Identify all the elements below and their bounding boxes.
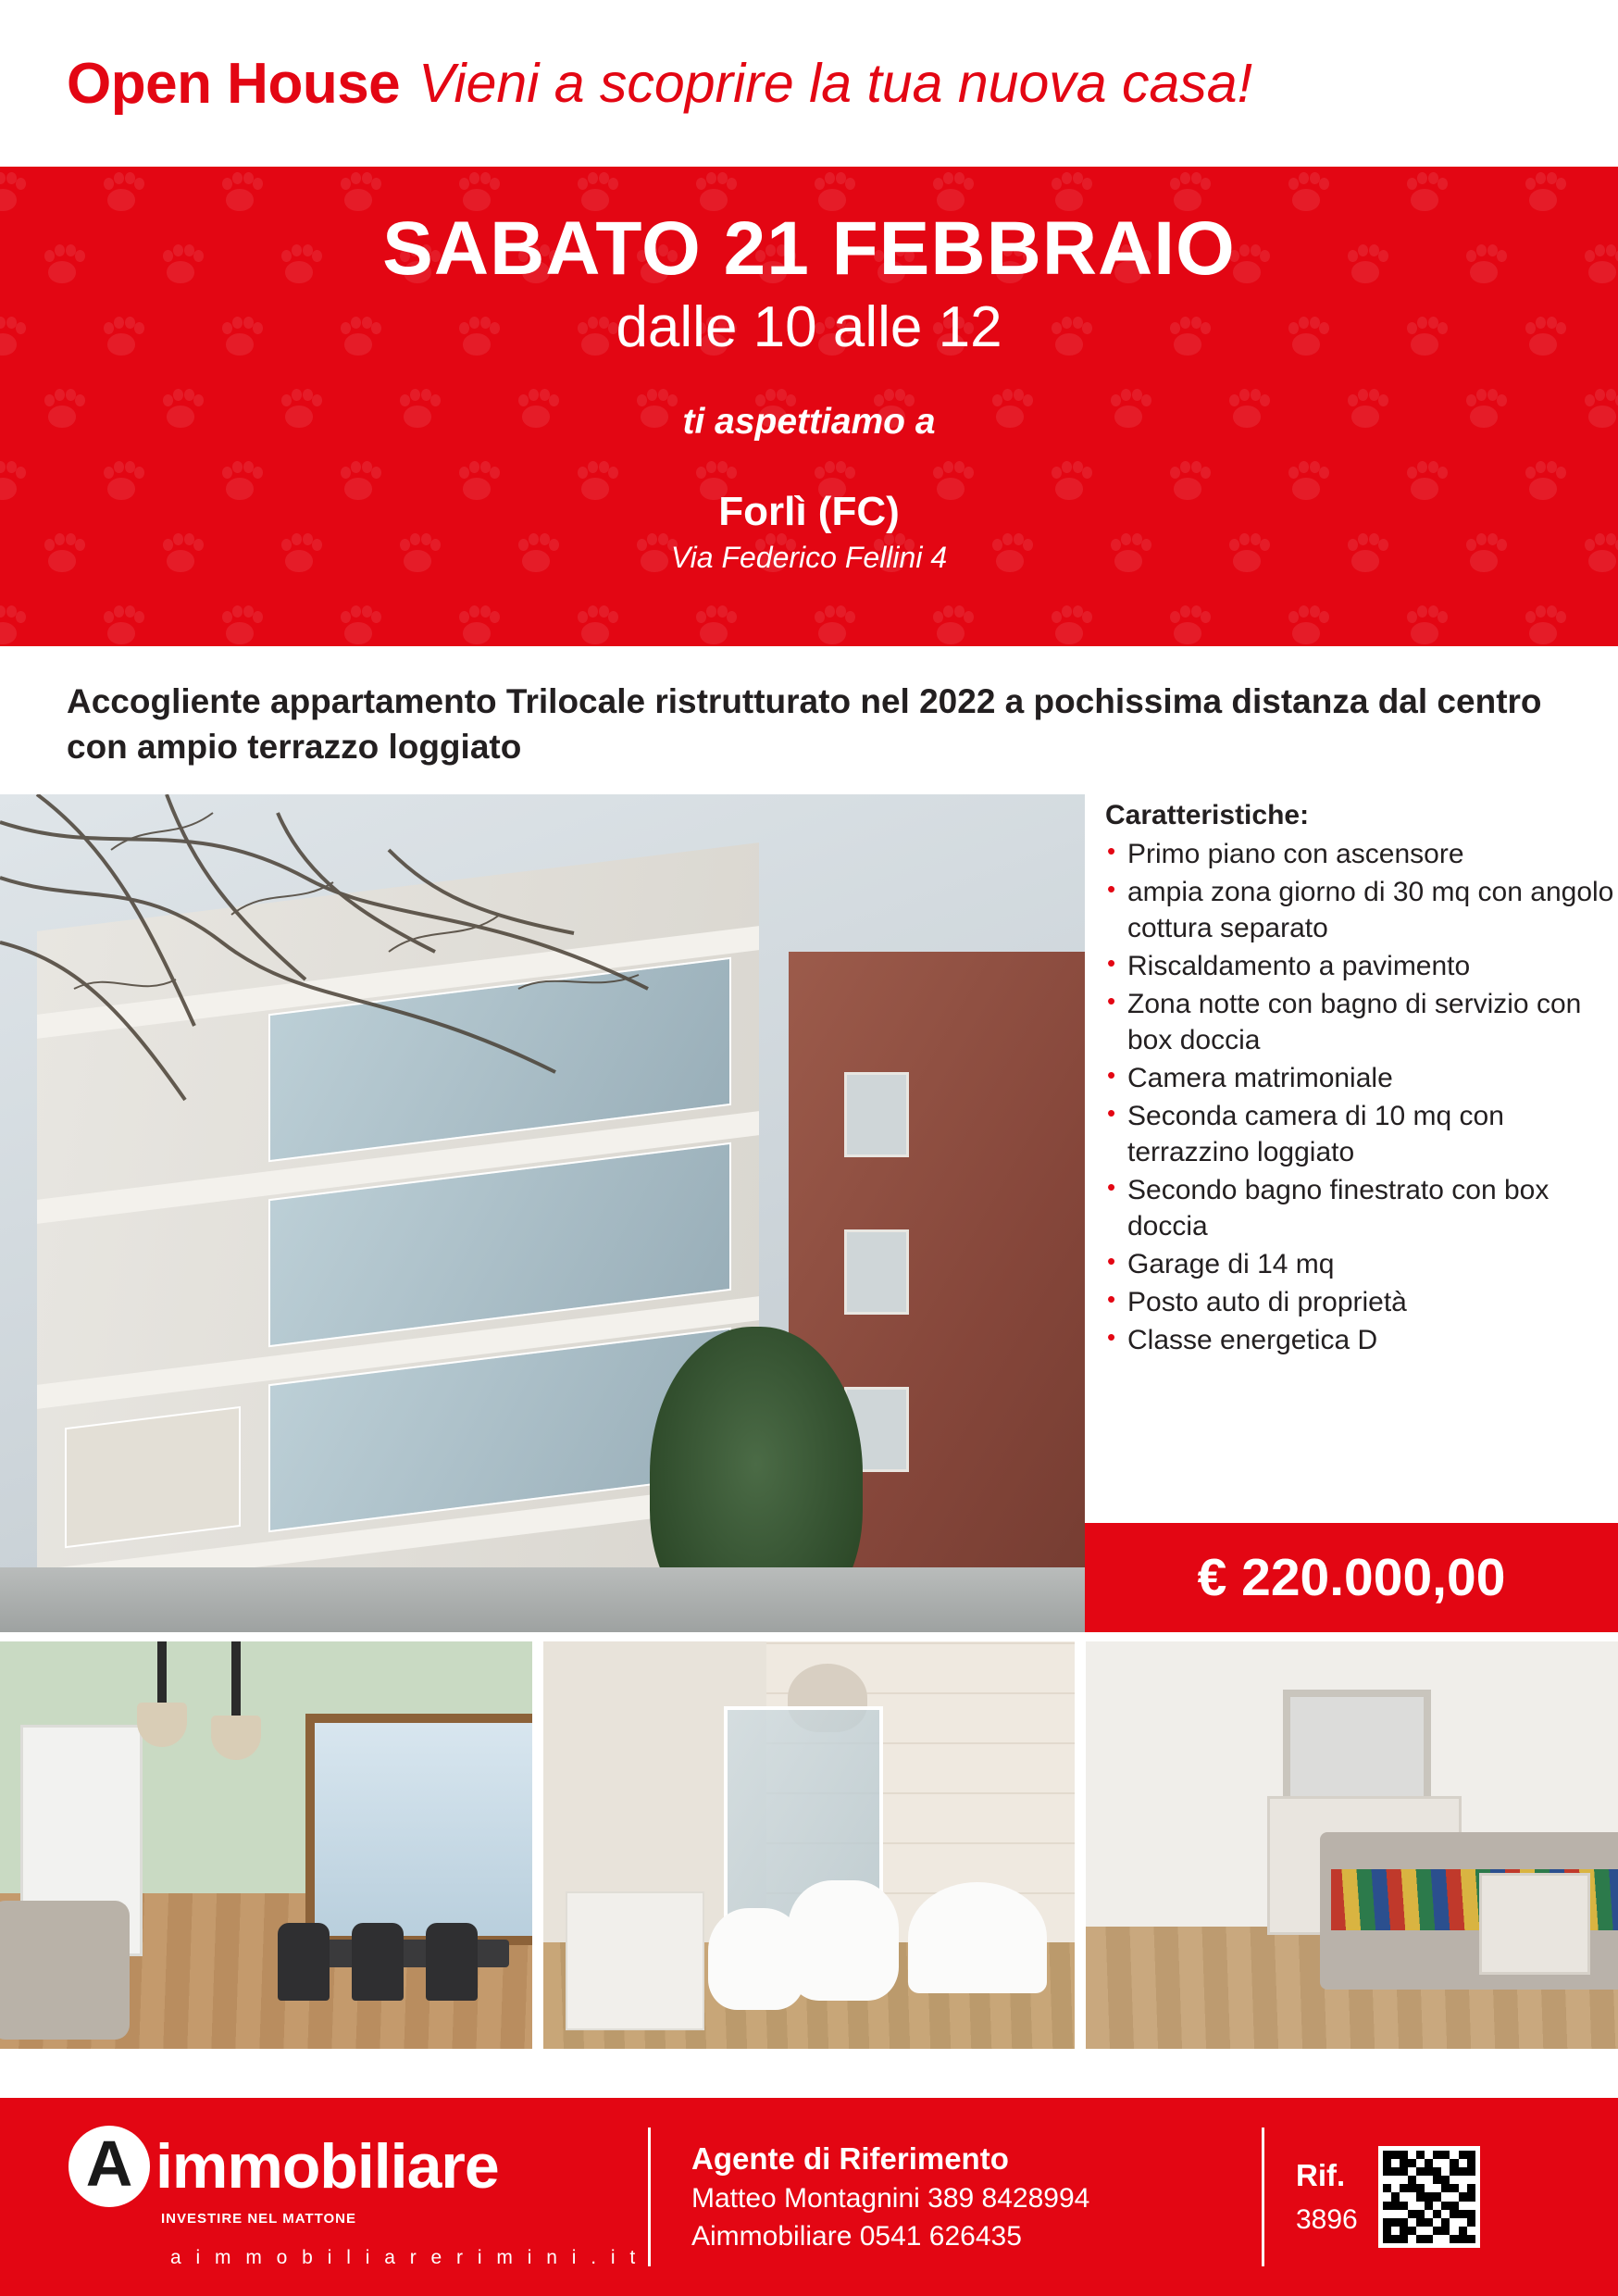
- qr-code[interactable]: [1378, 2146, 1480, 2248]
- poster-header: [0, 0, 1618, 167]
- paw-icon: [574, 605, 616, 646]
- lr-window: [305, 1714, 532, 1945]
- features-column: [1085, 794, 1618, 1632]
- feature-item: • Secondo bagno finestrato con box doccia: [1105, 1172, 1618, 1244]
- lr-pendant-cord: [157, 1641, 167, 1706]
- agency-website[interactable]: a i m m o b i l i a r e r i m i n i . i t: [170, 2246, 641, 2268]
- paw-icon: [455, 605, 498, 646]
- paw-icon: [692, 605, 735, 646]
- event-date: SABATO 21 FEBBRAIO: [382, 206, 1236, 291]
- paw-icon: [0, 605, 24, 646]
- balcony-railing: [65, 1406, 241, 1548]
- property-description: Accogliente appartamento Trilocale ristrutturato nel 2022 a pochissima distanza dal centro con ampio terrazzo loggiato: [67, 682, 1542, 766]
- bd-nightstand: [1479, 1873, 1590, 1975]
- feature-item: • Primo piano con ascensore: [1105, 836, 1618, 872]
- paw-icon: [1285, 605, 1327, 646]
- paw-icon: [811, 605, 853, 646]
- lr-chair: [426, 1923, 478, 2001]
- agent-name-phone: Matteo Montagnini 389 8428994: [691, 2183, 1090, 2214]
- reference-block: [1264, 2146, 1480, 2248]
- lr-chair: [352, 1923, 404, 2001]
- agent-title: Agente di Riferimento: [691, 2141, 1009, 2176]
- feature-item: • Riscaldamento a pavimento: [1105, 948, 1618, 984]
- rif-number: 3896: [1296, 2204, 1358, 2235]
- bathroom-photo: [543, 1641, 1076, 2049]
- ground: [0, 1567, 1085, 1632]
- lr-sofa: [0, 1901, 130, 2040]
- ba-sink: [908, 1882, 1047, 1993]
- logo-tagline: INVESTIRE NEL MATTONE: [161, 2210, 357, 2227]
- paw-icon: [929, 605, 972, 646]
- lr-pendant-cord: [231, 1641, 241, 1719]
- photo-strip: [0, 1632, 1618, 2049]
- features-list: [1105, 836, 1618, 1358]
- event-address: Via Federico Fellini 4: [670, 541, 948, 575]
- event-time: dalle 10 alle 12: [616, 295, 1002, 360]
- ba-cabinet: [566, 1891, 704, 2030]
- feature-item: • ampia zona giorno di 30 mq con angolo cottura separato: [1105, 874, 1618, 946]
- main-content: [0, 794, 1618, 1632]
- living-room-photo: [0, 1641, 532, 2049]
- paw-icon: [1166, 605, 1209, 646]
- paw-icon: [337, 605, 380, 646]
- paw-icon: [100, 605, 143, 646]
- ba-toilet: [788, 1880, 899, 2001]
- event-city: Forlì (FC): [718, 489, 900, 535]
- event-invite-text: ti aspettiamo a: [682, 402, 936, 443]
- features-title: Caratteristiche:: [1105, 799, 1310, 830]
- logo-circle-icon: [68, 2126, 150, 2207]
- bedroom-photo: [1086, 1641, 1618, 2049]
- paw-icon: [1522, 605, 1564, 646]
- agency-logo[interactable]: [0, 2126, 648, 2269]
- feature-item: • Seconda camera di 10 mq con terrazzino loggiato: [1105, 1098, 1618, 1170]
- building-exterior-photo: [0, 794, 1085, 1632]
- brick-window: [844, 1072, 909, 1157]
- logo-wordmark: immobiliare: [156, 2130, 499, 2202]
- lr-chair: [278, 1923, 330, 2001]
- feature-item: • Posto auto di proprietà: [1105, 1284, 1618, 1320]
- paw-icon: [1403, 605, 1446, 646]
- paw-icon: [218, 605, 261, 646]
- page-title: Open House: [67, 51, 401, 116]
- header-subtitle: Vieni a scoprire la tua nuova casa!: [418, 53, 1253, 114]
- feature-item: • Garage di 14 mq: [1105, 1246, 1618, 1282]
- rif-label: Rif.: [1296, 2158, 1346, 2192]
- poster-footer: [0, 2098, 1618, 2296]
- logo-letter: A: [85, 2127, 133, 2200]
- feature-item: • Zona notte con bagno di servizio con box doccia: [1105, 986, 1618, 1058]
- agent-block: [651, 2141, 1262, 2252]
- agency-phone: Aimmobiliare 0541 626435: [691, 2221, 1022, 2252]
- feature-item: • Classe energetica D: [1105, 1322, 1618, 1358]
- brick-window: [844, 1229, 909, 1315]
- price-badge: € 220.000,00: [1085, 1523, 1618, 1632]
- paw-icon: [1048, 605, 1090, 646]
- feature-item: • Camera matrimoniale: [1105, 1060, 1618, 1096]
- event-band: [0, 167, 1618, 646]
- bare-branches: [0, 794, 703, 1192]
